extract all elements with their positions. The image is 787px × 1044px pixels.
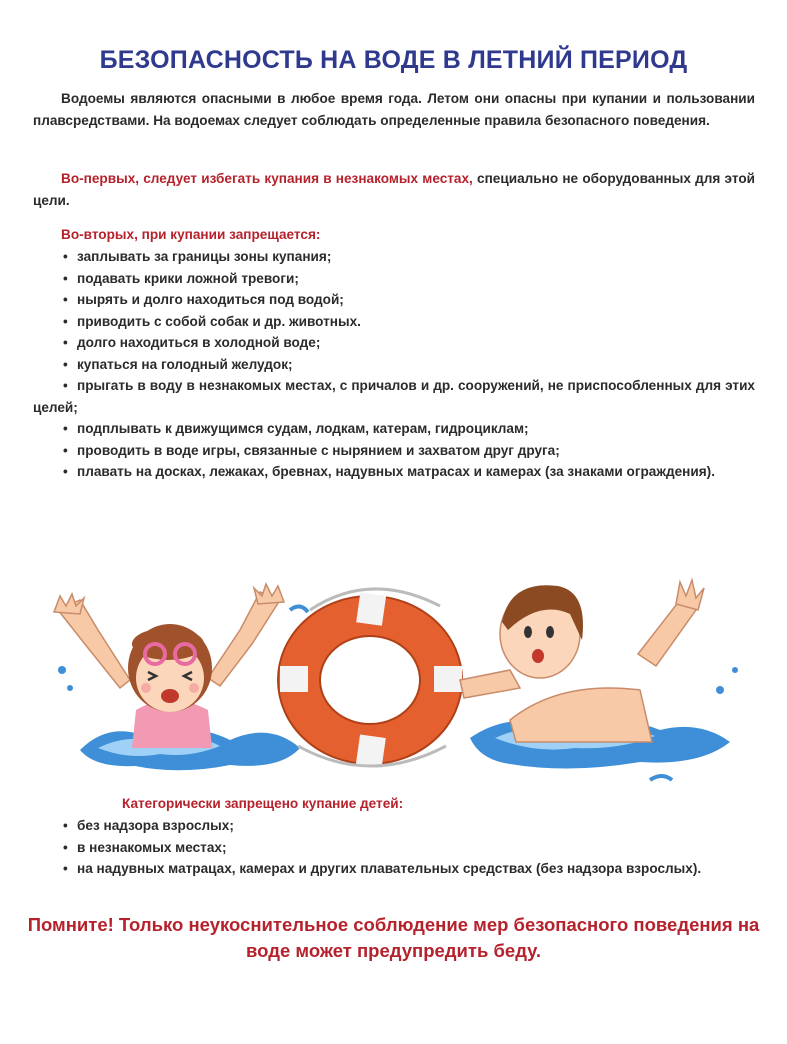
bullet-icon: • bbox=[63, 421, 68, 436]
list-item: • прыгать в воду в незнакомых местах, с причалов и др. сооружений, не приспособленных для этих целей; bbox=[33, 375, 755, 418]
firstly-rest-text: специально не оборудованных для этой цели. bbox=[33, 171, 755, 208]
poster-title: БЕЗОПАСНОСТЬ НА ВОДЕ В ЛЕТНИЙ ПЕРИОД bbox=[99, 46, 688, 74]
bullet-icon: • bbox=[63, 442, 68, 458]
remember-warning: Помните! Только неукоснительное соблюдение мер безопасного поведения на воде может предупредить беду. bbox=[27, 914, 760, 961]
list-item: • плавать на досках, лежаках, бревнах, надувных матрасах и камерах (за знаками ограждения). bbox=[33, 461, 755, 483]
bullet-icon: • bbox=[63, 861, 68, 876]
list-item: • заплывать за границы зоны купания; bbox=[33, 246, 755, 268]
bullet-icon: • bbox=[63, 313, 68, 329]
list-item: • подавать крики ложной тревоги; bbox=[33, 268, 755, 290]
bullet-icon: • bbox=[63, 818, 68, 833]
bullet-icon: • bbox=[63, 270, 68, 286]
categorical-heading: Категорически запрещено купание детей: bbox=[122, 796, 404, 811]
bullet-icon: • bbox=[63, 335, 68, 350]
bullet-icon: • bbox=[63, 378, 68, 393]
bullet-icon: • bbox=[63, 464, 68, 479]
categorical-list bbox=[33, 815, 755, 880]
bullet-icon: • bbox=[63, 839, 68, 855]
list-item: • в незнакомых местах; bbox=[33, 837, 755, 859]
list-item: • подплывать к движущимся судам, лодкам, катерам, гидроциклам; bbox=[33, 418, 755, 440]
bullet-icon: • bbox=[63, 292, 68, 307]
list-item: • приводить с собой собак и др. животных. bbox=[33, 311, 755, 333]
list-item: • нырять и долго находиться под водой; bbox=[33, 289, 755, 311]
boy-figure-icon bbox=[460, 580, 704, 742]
drowning-children-lifebuoy-illustration bbox=[40, 570, 750, 790]
list-item: • проводить в воде игры, связанные с нырянием и захватом друг друга; bbox=[33, 440, 755, 462]
list-item: • купаться на голодный желудок; bbox=[33, 354, 755, 376]
firstly-red-text: Во-первых, следует избегать купания в незнакомых местах, bbox=[61, 171, 473, 186]
intro-paragraph: Водоемы являются опасными в любое время года. Летом они опасны при купании и пользовании плавсредствами. На водоемах следует соблюдать определенные правила безопасного поведения. bbox=[33, 91, 755, 128]
lifebuoy-icon bbox=[278, 589, 462, 768]
list-item: • без надзора взрослых; bbox=[33, 815, 755, 837]
secondly-heading: Во-вторых, при купании запрещается: bbox=[61, 227, 321, 242]
girl-figure-icon bbox=[54, 584, 284, 748]
firstly-paragraph bbox=[33, 168, 755, 211]
list-item: • на надувных матрацах, камерах и других плавательных средствах (без надзора взрослых). bbox=[33, 858, 755, 880]
bullet-icon: • bbox=[63, 356, 68, 372]
prohibited-rules-list bbox=[33, 246, 755, 483]
list-item: • долго находиться в холодной воде; bbox=[33, 332, 755, 354]
bullet-icon: • bbox=[63, 249, 68, 264]
